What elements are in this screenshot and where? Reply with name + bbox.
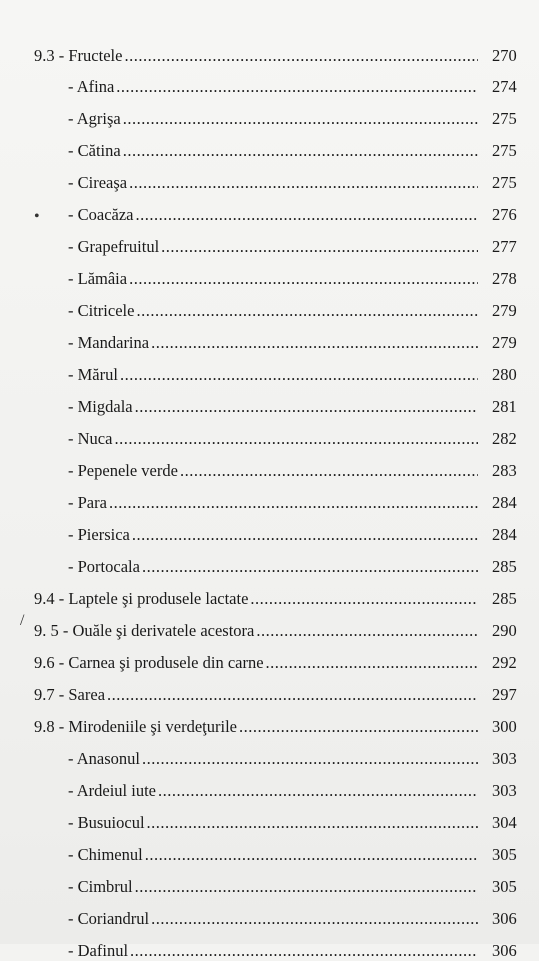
dot-leader bbox=[250, 589, 478, 609]
toc-entry bbox=[68, 739, 524, 769]
toc-entry-label: - Anasonul bbox=[68, 749, 140, 768]
toc-entry bbox=[68, 355, 524, 385]
dot-leader bbox=[123, 109, 478, 129]
dot-leader bbox=[130, 941, 478, 961]
dot-leader bbox=[107, 685, 478, 705]
toc-entry-page-number: 275 bbox=[492, 173, 517, 192]
toc-entry-label: - Pepenele verde bbox=[68, 461, 178, 480]
dot-leader bbox=[129, 269, 478, 289]
dot-leader bbox=[145, 845, 478, 865]
dot-leader bbox=[142, 749, 478, 769]
toc-entry bbox=[68, 483, 524, 513]
dot-leader bbox=[239, 717, 478, 737]
dot-leader bbox=[180, 461, 478, 481]
toc-entry-label: 9.8 - Mirodeniile şi verdeţurile bbox=[34, 717, 237, 736]
toc-entry bbox=[34, 675, 524, 705]
dot-leader bbox=[147, 813, 478, 833]
toc-entry bbox=[68, 67, 524, 97]
dot-leader bbox=[116, 77, 478, 97]
dot-leader bbox=[151, 333, 478, 353]
toc-entry-page-number: 284 bbox=[492, 493, 517, 512]
toc-entry-page-number: 284 bbox=[492, 525, 517, 544]
toc-entry-label: - Coriandrul bbox=[68, 909, 150, 928]
dot-leader bbox=[135, 877, 478, 897]
toc-entry bbox=[68, 931, 524, 961]
toc-entry-label: 9.3 - Fructele bbox=[34, 46, 123, 65]
toc-entry-page-number: 305 bbox=[492, 845, 517, 864]
dot-leader bbox=[132, 525, 478, 545]
toc-entry-label: 9.7 - Sarea bbox=[34, 685, 106, 704]
toc-entry bbox=[68, 99, 524, 129]
toc-entry bbox=[68, 547, 524, 577]
toc-entry bbox=[68, 419, 524, 449]
toc-entry-page-number: 278 bbox=[492, 269, 517, 288]
toc-entry-label: - Cireaşa bbox=[68, 173, 128, 192]
toc-entry bbox=[68, 803, 524, 833]
toc-entry-page-number: 279 bbox=[492, 301, 517, 320]
toc-entry bbox=[68, 163, 524, 193]
toc-entry-label: - Chimenul bbox=[68, 845, 143, 864]
toc-entry-page-number: 285 bbox=[492, 589, 517, 608]
toc-entry bbox=[68, 387, 524, 417]
toc-entry-label: - Portocala bbox=[68, 557, 140, 576]
toc-entry-page-number: 283 bbox=[492, 461, 517, 480]
toc-entry-label: - Ardeiul iute bbox=[68, 781, 156, 800]
toc-entry-label: - Coacăza bbox=[68, 205, 134, 224]
toc-entry bbox=[68, 515, 524, 545]
toc-entry-page-number: 282 bbox=[492, 429, 517, 448]
toc-entry-page-number: 276 bbox=[492, 205, 517, 224]
toc-entry-page-number: 297 bbox=[492, 685, 517, 704]
toc-entry bbox=[68, 259, 524, 289]
toc-entry-page-number: 281 bbox=[492, 397, 517, 416]
dot-leader bbox=[136, 205, 479, 225]
toc-entry bbox=[34, 707, 524, 737]
toc-entry-page-number: 304 bbox=[492, 813, 517, 832]
toc-entry bbox=[68, 899, 524, 929]
toc-entry-page-number: 275 bbox=[492, 141, 517, 160]
toc-entry-page-number: 285 bbox=[492, 557, 517, 576]
toc-entry-page-number: 292 bbox=[492, 653, 517, 672]
toc-entry-label: 9.6 - Carnea şi produsele din carne bbox=[34, 653, 264, 672]
dot-leader bbox=[158, 781, 478, 801]
toc-entry-page-number: 303 bbox=[492, 781, 517, 800]
toc-entry bbox=[34, 643, 524, 673]
dot-leader bbox=[135, 397, 478, 417]
toc-entry-page-number: 303 bbox=[492, 749, 517, 768]
dot-leader bbox=[124, 46, 478, 66]
toc-entry-label: - Busuiocul bbox=[68, 813, 145, 832]
toc-entry-label: - Para bbox=[68, 493, 107, 512]
dot-leader bbox=[142, 557, 478, 577]
dot-leader bbox=[151, 909, 478, 929]
toc-entry bbox=[68, 323, 524, 353]
toc-entry-page-number: 300 bbox=[492, 717, 517, 736]
toc-entry-label: - Nuca bbox=[68, 429, 113, 448]
toc-entry bbox=[68, 291, 524, 321]
toc-entry bbox=[68, 195, 524, 225]
toc-entry-label: - Citricele bbox=[68, 301, 135, 320]
toc-entry-label: - Grapefruitul bbox=[68, 237, 160, 256]
dot-leader bbox=[109, 493, 478, 513]
toc-entry-page-number: 277 bbox=[492, 237, 517, 256]
toc-entry-page-number: 279 bbox=[492, 333, 517, 352]
dot-leader bbox=[120, 365, 478, 385]
toc-entry-page-number: 306 bbox=[492, 909, 517, 928]
stray-dot-mark: • bbox=[34, 208, 40, 225]
dot-leader bbox=[161, 237, 478, 257]
toc-entry-page-number: 280 bbox=[492, 365, 517, 384]
dot-leader bbox=[129, 173, 478, 193]
toc-entry bbox=[34, 36, 524, 66]
dot-leader bbox=[123, 141, 478, 161]
dot-leader bbox=[266, 653, 478, 673]
toc-entry-page-number: 290 bbox=[492, 621, 517, 640]
toc-entry bbox=[68, 867, 524, 897]
toc-entry bbox=[34, 611, 524, 641]
toc-entry-label: - Agrişa bbox=[68, 109, 121, 128]
toc-entry-page-number: 275 bbox=[492, 109, 517, 128]
toc-entry-label: - Dafinul bbox=[68, 941, 129, 960]
dot-leader bbox=[114, 429, 478, 449]
toc-entry-label: - Cimbrul bbox=[68, 877, 133, 896]
dot-leader bbox=[136, 301, 478, 321]
toc-entry-label: 9.4 - Laptele şi produsele lactate bbox=[34, 589, 249, 608]
toc-entry bbox=[34, 579, 524, 609]
toc-entry-label: - Afina bbox=[68, 77, 115, 96]
toc-entry bbox=[68, 451, 524, 481]
toc-entry-label: - Migdala bbox=[68, 397, 133, 416]
toc-entry-label: - Mandarina bbox=[68, 333, 150, 352]
toc-entry-label: - Lămâia bbox=[68, 269, 128, 288]
dot-leader bbox=[256, 621, 478, 641]
toc-entry-page-number: 305 bbox=[492, 877, 517, 896]
toc-entry-label: - Cătina bbox=[68, 141, 121, 160]
toc-entry bbox=[68, 227, 524, 257]
toc-entry-label: - Piersica bbox=[68, 525, 130, 544]
toc-entry bbox=[68, 771, 524, 801]
toc-entry-label: - Mărul bbox=[68, 365, 118, 384]
toc-entry-page-number: 270 bbox=[492, 46, 517, 65]
toc-entry-label: 9. 5 - Ouăle şi derivatele acestora bbox=[34, 621, 255, 640]
toc-entry-page-number: 274 bbox=[492, 77, 517, 96]
toc-entry-page-number: 306 bbox=[492, 941, 517, 960]
toc-entry bbox=[68, 131, 524, 161]
toc-entry bbox=[68, 835, 524, 865]
stray-tick-mark: / bbox=[20, 612, 25, 629]
